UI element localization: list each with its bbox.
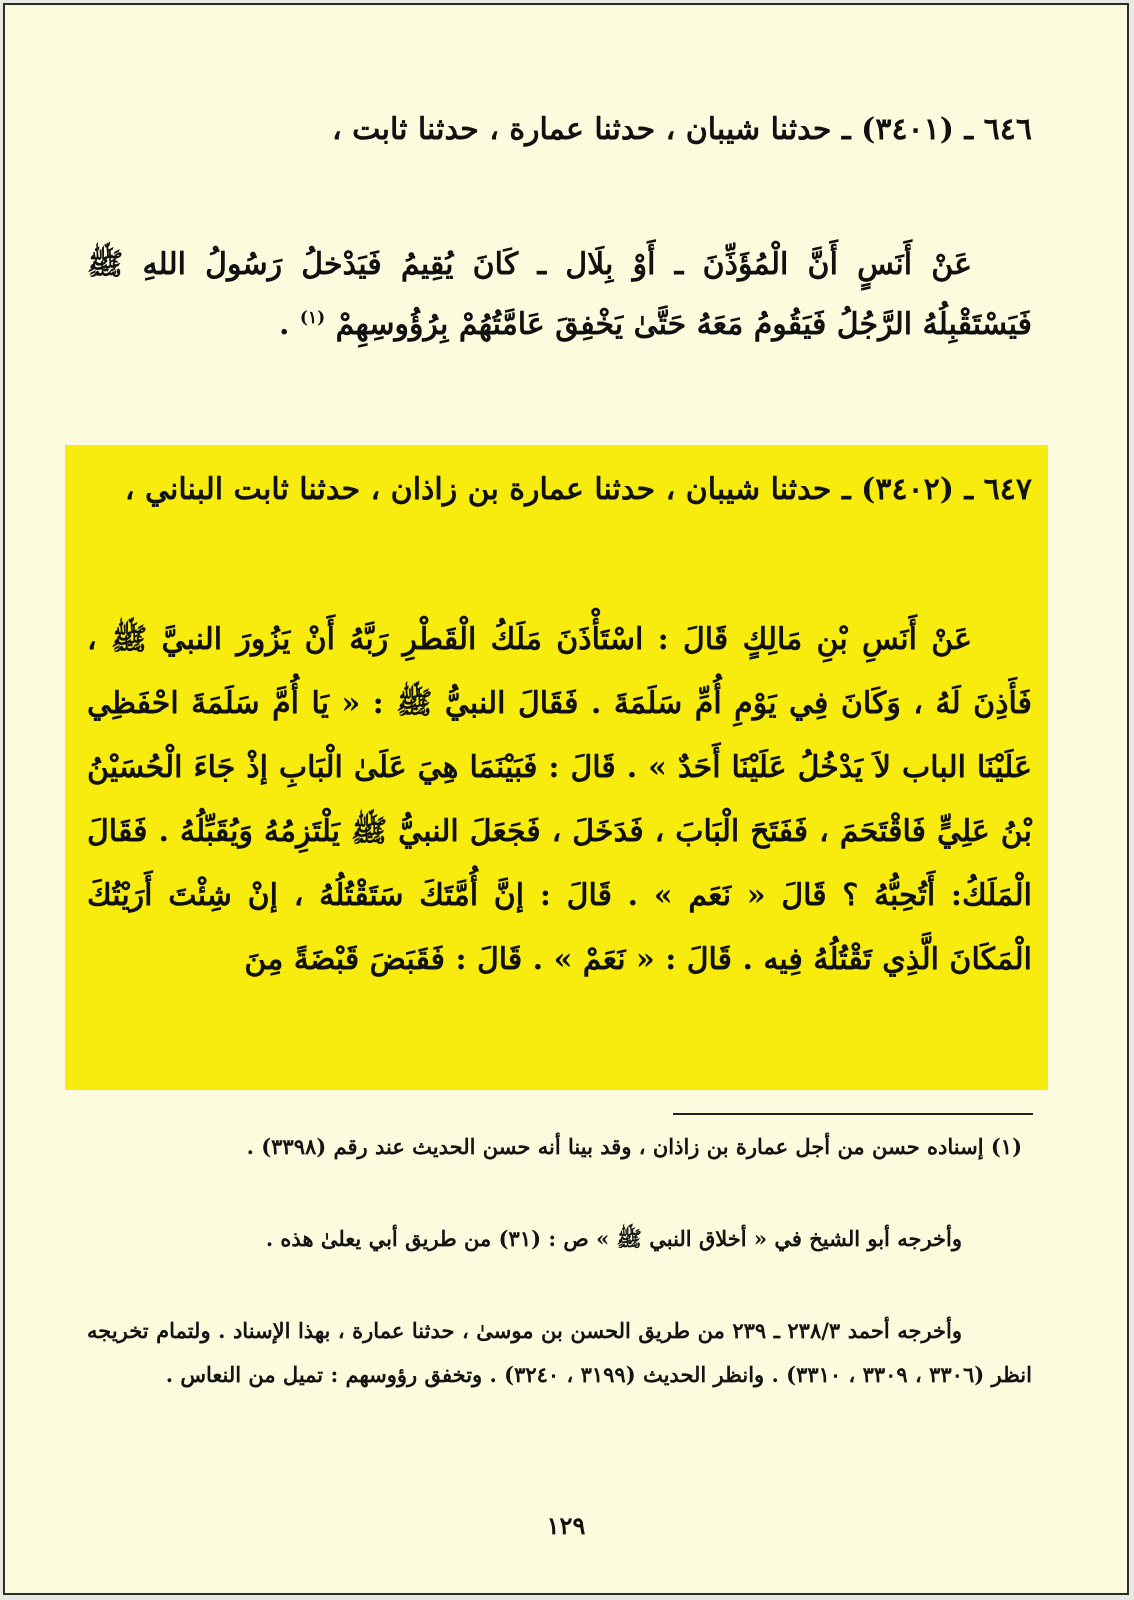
footnote-2: وأخرجه أبو الشيخ في « أخلاق النبي ﷺ » ص : (٣١) من طريق أبي يعلىٰ هذه . bbox=[265, 1226, 962, 1251]
hadith-646-matn bbox=[87, 235, 1032, 355]
hadith-646-end: . bbox=[279, 307, 290, 342]
book-page bbox=[3, 3, 1129, 1595]
footnote-1: (١) إسناده حسن من أجل عمارة بن زاذان ، وقد بينا أنه حسن الحديث عند رقم (٣٣٩٨) . bbox=[246, 1134, 1022, 1159]
hadith-647-matn: عَنْ أَنَسِ بْنِ مَالِكٍ قَالَ : اسْتَأْذَنَ مَلَكُ الْقَطْرِ رَبَّهُ أَنْ يَزُورَ النبيَّ ﷺ ، فَأَذِنَ لَهُ ، وَكَانَ فِي يَوْمِ أُمِّ سَلَمَةَ . فَقَالَ النبيُّ ﷺ : « يَا أُمَّ سَلَمَةَ احْفَظِي عَلَيْنَا الباب لاَ يَدْخُلُ عَلَيْنَا أَحَدٌ » . قَالَ : فَبَيْنَمَا هِيَ عَلَىٰ الْبَابِ إذْ جَاءَ الْحُسَيْنُ بْنُ عَلِيٍّ فَاقْتَحَمَ ، فَفَتَحَ الْبَابَ ، فَدَخَلَ ، فَجَعَلَ النبيُّ ﷺ يَلْتَزِمُهُ وَيُقَبِّلُهُ . فَقَالَ الْمَلَكُ: أَتُحِبُّهُ ؟ قَالَ « نَعَم » . قَالَ : إنَّ أُمَّتَكَ سَتَقْتُلُهُ ، إنْ شِئْتَ أَرَيْتُكَ الْمَكَانَ الَّذِي تَقْتُلُهُ فِيه . قَالَ : « نَعَمْ » . قَالَ : فَقَبَضَ قَبْضَةً مِنَ bbox=[87, 622, 1032, 977]
hadith-646-isnad: ٦٤٦ ـ (٣٤٠١) ـ حدثنا شيبان ، حدثنا عمارة ، حدثنا ثابت ، bbox=[332, 112, 1032, 147]
hadith-646-matn-text: عَنْ أَنَسٍ أَنَّ الْمُؤَذِّنَ ـ أَوْ بِلَال ـ كَانَ يُقِيمُ فَيَدْخلُ رَسُولُ اللهِ ﷺ فَيَسْتَقْبِلُهُ الرَّجُلُ فَيَقُومُ مَعَهُ حَتَّىٰ يَخْفِقَ عَامَّتُهُمْ بِرُؤُوسِهِمْ bbox=[87, 247, 1032, 342]
page-number: ١٢٩ bbox=[546, 1511, 586, 1540]
hadith-647-isnad: ٦٤٧ ـ (٣٤٠٢) ـ حدثنا شيبان ، حدثنا عمارة بن زاذان ، حدثنا ثابت البناني ، bbox=[124, 472, 1032, 507]
footnote-3: وأخرجه أحمد ٢٣٨/٣ ـ ٢٣٩ من طريق الحسن بن موسىٰ ، حدثنا عمارة ، بهذا الإسناد . ولتمام تخريجه انظر (٣٣٠٦ ، ٣٣٠٩ ، ٣٣١٠) . وانظر الحديث (٣١٩٩ ، ٣٢٤٠) . وتخفق رؤوسهم : تميل من النعاس . bbox=[87, 1318, 1032, 1387]
footnote-divider bbox=[673, 1113, 1033, 1115]
footnote-marker: (١) bbox=[299, 308, 326, 328]
